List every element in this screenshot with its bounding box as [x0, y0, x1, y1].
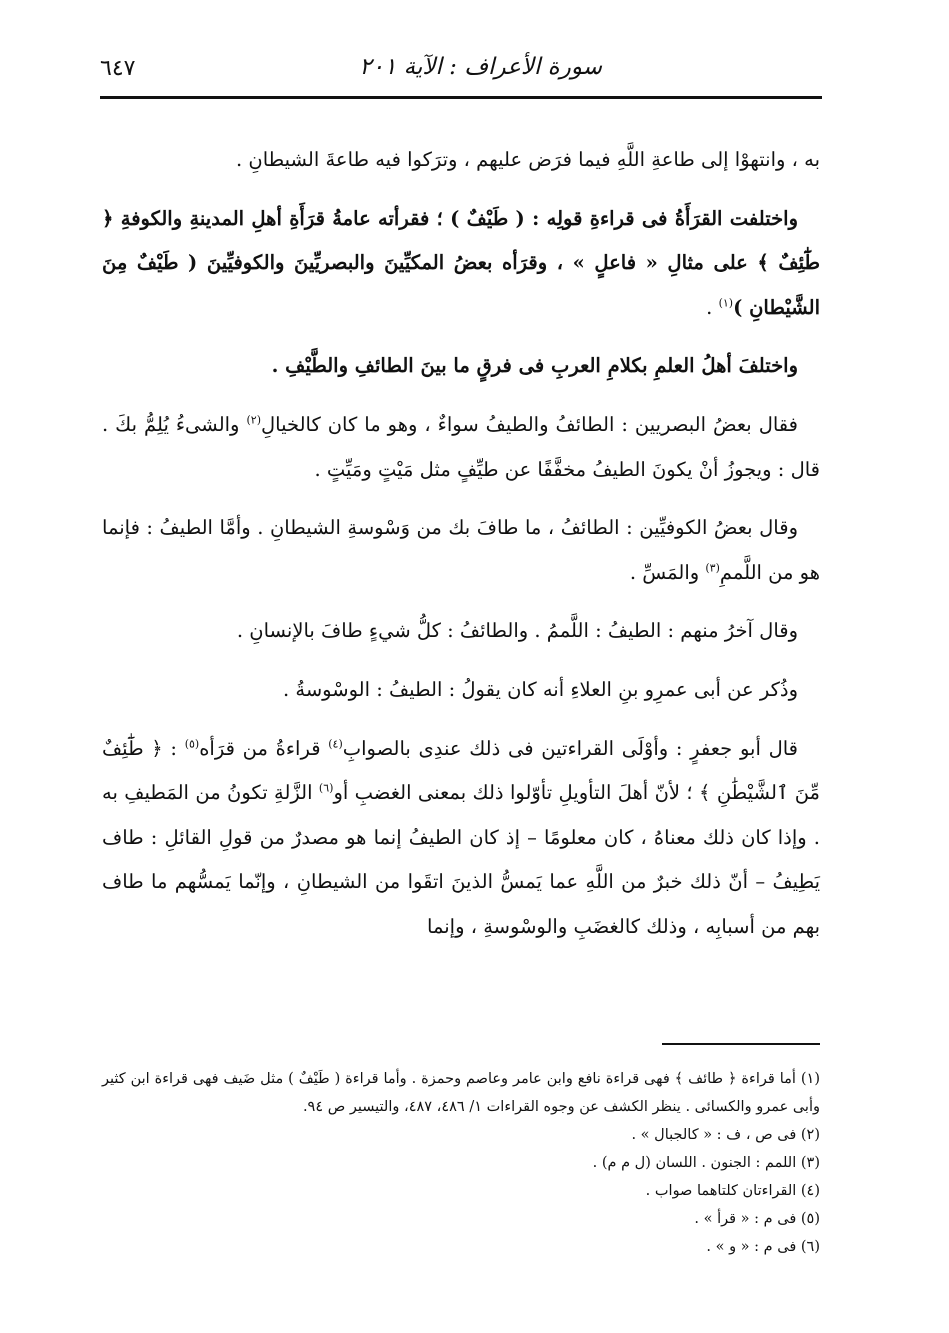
paragraph-8-text-c: : ﴿ طَٰٓئِفٌ مِّنَ ٱلشَّيْطَٰنِ ﴾ ؛ لأنّ أهلَ التأويلِ تأوّلوا ذلك بمعنى الغضبِ أو — [102, 736, 820, 805]
paragraph-8 — [102, 727, 820, 950]
paragraph-1-text: به ، وانتهوْا إلى طاعةِ اللَّهِ فيما فرَض عليهم ، وترَكوا فيه طاعةَ الشيطانِ . — [235, 148, 820, 171]
page-number: ٦٤٧ — [100, 56, 136, 81]
footnote-ref-3[interactable]: (٣) — [705, 561, 720, 575]
footnote-ref-2[interactable]: (٢) — [246, 413, 261, 427]
paragraph-6 — [102, 609, 820, 654]
page-header — [100, 50, 822, 90]
paragraph-5-text-cont: والمَسِّ . — [629, 560, 706, 584]
paragraph-7 — [102, 668, 820, 713]
paragraph-8-text: قال أبو جعفرٍ : وأوْلَى القراءتين فى ذلك عندِى بالصوابِ — [342, 736, 798, 760]
paragraph-2-text: واختلفت القرَأَةُ فى قراءةِ قولِه : ( طَيْفٌ ) ؛ فقرأته عامةُ قرَأَةِ أهلِ المدينةِ والكوفةِ ﴿ طَٰٓئِفٌ ﴾ على مثالِ « فاعلٍ » ، وقرَأه بعضُ المكيِّينَ والبصريِّينَ والكوفيِّينَ ( طَيْفٌ مِنَ الشَّيْطانِ ) — [102, 206, 820, 319]
header-rule — [100, 96, 822, 99]
paragraph-3-text: واختلفَ أهلُ العلمِ بكلامِ العربِ فى فرقٍ ما بينَ الطائفِ والطَّيْفِ . — [271, 354, 798, 378]
footnotes — [102, 1065, 820, 1261]
paragraph-2-end: . — [706, 295, 719, 319]
footnote-1: (١) أما قراءة ﴿ طائف ﴾ فهى قراءة نافع وابن عامر وعاصم وحمزة . وأما قراءة ( طَيْفٌ ) مثل ضَيف فهى قراءة ابن كثير وأبى عمرو والكسائى . ينظر الكشف عن وجوه القراءات ١/ ٤٨٦، ٤٨٧، والتيسير ص ٩٤. — [102, 1071, 820, 1115]
paragraph-4-text: فقال بعضُ البصريين : الطائفُ والطيفُ سواءٌ ، وهو ما كان كالخيالِ — [260, 412, 798, 436]
paragraph-8-text-d: الزَّلةِ تكونُ من المَطيفِ به . وإذا كان ذلك معناهُ ، كان معلومًا – إذ كان الطيفُ إنما هو مصدرٌ من قولِ القائلِ : طاف يَطِيفُ – أنّ ذلك خبرٌ من اللَّهِ عما يَمسُّ الذينَ اتقَوا من الشيطانِ ، وإنّما يَمسُّهم ما طاف بهم من أسبابِه ، وذلك كالغضَبِ والوسْوسةِ ، وإنما — [102, 781, 820, 938]
paragraph-1 — [102, 138, 820, 183]
footnote-ref-1[interactable]: (١) — [718, 296, 734, 310]
footnote-6: (٦) فى م : « و » . — [706, 1239, 820, 1255]
footnote-ref-6[interactable]: (٦) — [318, 781, 334, 795]
footnote-5: (٥) فى م : « قرأ » . — [694, 1211, 820, 1227]
running-title: سورة الأعراف : الآية ٢٠١ — [359, 54, 602, 80]
paragraph-5 — [102, 506, 820, 595]
main-text — [102, 138, 820, 964]
footnote-ref-4[interactable]: (٤) — [328, 737, 343, 751]
paragraph-4-text-cont: والشىءُ يُلِمُّ بكَ . قال : ويجوزُ أنْ يكونَ الطيفُ مخفَّفًا عن طيِّفٍ مثل مَيْتٍ ومَيِّتٍ . — [102, 412, 820, 481]
footnote-3: (٣) اللمم : الجنون . اللسان (ل م م) . — [592, 1155, 820, 1171]
paragraph-3 — [102, 344, 820, 389]
paragraph-5-text: وقال بعضُ الكوفيِّين : الطائفُ ، ما طافَ بك من وَسْوسةِ الشيطانِ . وأمَّا الطيفُ : فإنما هو من اللَّممِ — [102, 516, 820, 584]
footnote-rule — [662, 1043, 820, 1045]
paragraph-7-text: وذُكر عن أبى عمرِو بنِ العلاءِ أنه كان يقولُ : الطيفُ : الوسْوسةُ . — [282, 677, 798, 701]
paragraph-8-text-b: قراءةُ من قرَأه — [199, 736, 329, 760]
paragraph-6-text: وقال آخرُ منهم : الطيفُ : اللَّممُ . والطائفُ : كلُّ شيءٍ طافَ بالإنسانِ . — [236, 619, 798, 643]
paragraph-4 — [102, 403, 820, 492]
footnote-4: (٤) القراءتان كلتاهما صواب . — [645, 1183, 820, 1199]
paragraph-2 — [102, 197, 820, 331]
footnote-ref-5[interactable]: (٥) — [184, 737, 200, 751]
footnote-2: (٢) فى ص ، ف : « كالجبال » . — [631, 1127, 820, 1143]
